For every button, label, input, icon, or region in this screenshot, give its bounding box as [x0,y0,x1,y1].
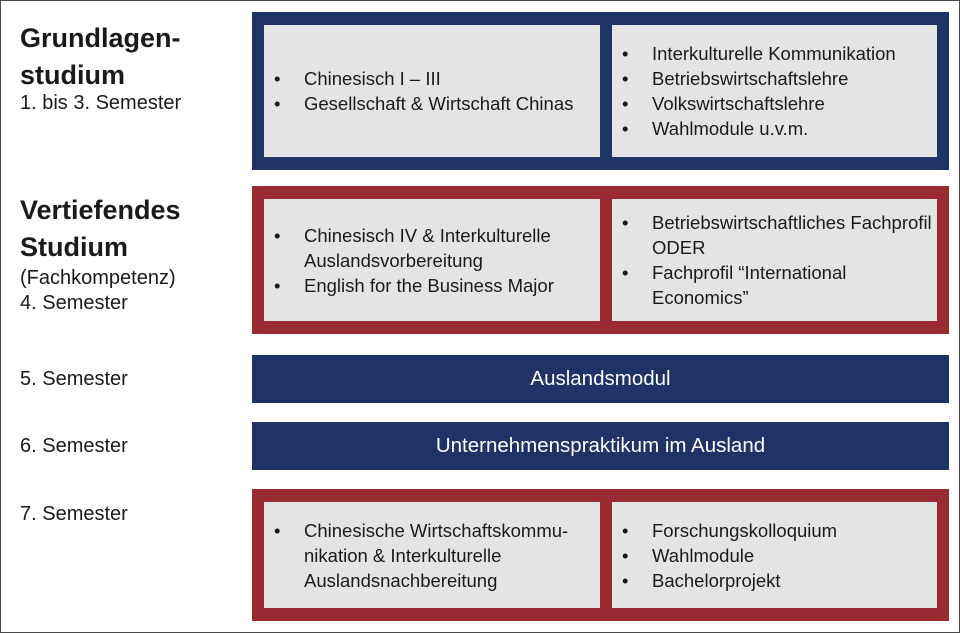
sem7-band [252,489,949,621]
list-item: • Chinesisch I – III [264,66,600,91]
vertiefend-band [252,186,949,334]
grundlagen-left-card [264,25,600,157]
list-item: • English for the Business Major [264,273,600,298]
vertiefend-left-card [264,199,600,321]
vertiefend-title-2: Studium [20,232,128,262]
list-item: • Betriebswirtschaftslehre [612,66,937,91]
list-item: • Forschungskolloquium [612,518,937,543]
grundlagen-title-1: Grundlagen- [20,23,181,53]
sem6-semester: 6. Semester [20,435,128,457]
grundlagen-title-2: studium [20,60,125,90]
list-item: • Fachprofil “International Economics” [612,260,937,310]
vertiefend-right-card [612,199,937,321]
list-item: • Chinesische Wirtschaftskommu-nikation & Interkulturelle Auslandsnachbereitung [264,518,600,593]
vertiefend-semester: 4. Semester [20,292,128,314]
grundlagen-right-card [612,25,937,157]
sem5-semester: 5. Semester [20,368,128,390]
grundlagen-semester: 1. bis 3. Semester [20,92,182,114]
list-item: • Bachelorprojekt [612,568,937,593]
grundlagen-band [252,12,949,170]
list-item: • Betriebswirtschaftliches Fachprofil ODER [612,210,937,260]
grundlagen-label [20,20,181,116]
list-item: • Wahlmodule [612,543,937,568]
list-item: • Volkswirtschaftslehre [612,91,937,116]
sem7-left-card [264,502,600,608]
sem7-right-card [612,502,937,608]
list-item: • Wahlmodule u.v.m. [612,116,937,141]
sem6-label [20,434,128,459]
vertiefend-subtitle: (Fachkompetenz) [20,267,176,289]
vertiefend-title-1: Vertiefendes [20,195,181,225]
sem5-label [20,367,128,392]
praktikum-bar: Unternehmenspraktikum im Ausland [252,422,949,470]
vertiefend-label [20,192,181,316]
sem7-label [20,502,128,527]
list-item: • Chinesisch IV & Interkulturelle Auslandsvorbereitung [264,223,600,273]
list-item: • Interkulturelle Kommunikation [612,41,937,66]
list-item: • Gesellschaft & Wirtschaft Chinas [264,91,600,116]
sem7-semester: 7. Semester [20,503,128,525]
auslandsmodul-bar: Auslandsmodul [252,355,949,403]
